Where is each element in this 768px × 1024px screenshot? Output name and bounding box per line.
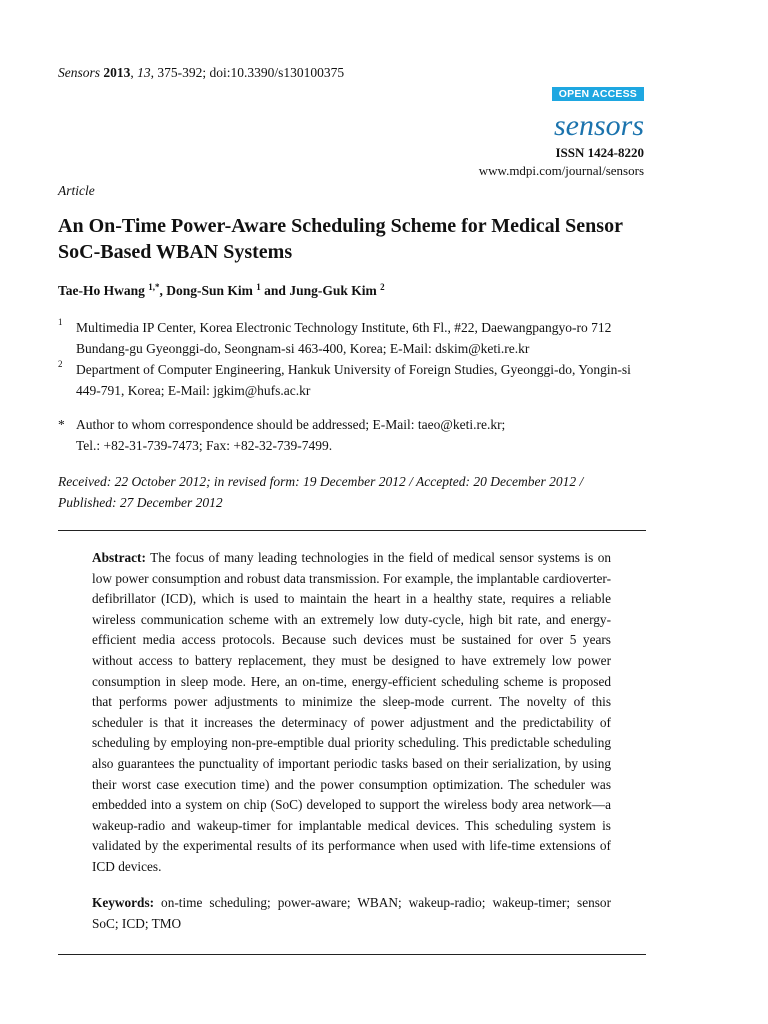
author-name: Tae-Ho Hwang xyxy=(58,283,149,298)
divider xyxy=(58,954,646,955)
open-access-badge: OPEN ACCESS xyxy=(552,87,644,101)
correspondence-line: Tel.: +82-31-739-7473; Fax: +82-32-739-7499. xyxy=(76,438,333,453)
keywords xyxy=(92,893,611,934)
divider xyxy=(58,530,646,531)
correspondence-line: Author to whom correspondence should be addressed; E-Mail: taeo@keti.re.kr; xyxy=(76,417,506,432)
keywords-text: on-time scheduling; power-aware; WBAN; wakeup-radio; wakeup-timer; sensor SoC; ICD; TMO xyxy=(92,895,611,931)
author-superscript: 1 xyxy=(256,282,261,292)
paper-title: An On-Time Power-Aware Scheduling Scheme for Medical Sensor SoC-Based WBAN Systems xyxy=(58,215,623,263)
citation-rest: , 375-392; doi:10.3390/s130100375 xyxy=(150,65,345,80)
citation-journal: Sensors xyxy=(58,65,101,80)
correspondence-note xyxy=(58,414,658,456)
journal-url[interactable]: www.mdpi.com/journal/sensors xyxy=(478,163,644,178)
publication-dates: Received: 22 October 2012; in revised form: 19 December 2012 / Accepted: 20 December 2012 / Published: 27 December 2012 xyxy=(58,474,584,510)
affiliation-text: Multimedia IP Center, Korea Electronic Technology Institute, 6th Fl., #22, Daewangpangyo-ro 712 Bundang-gu Gyeonggi-do, Seongnam-si 463-400, Korea; E-Mail: dskim@keti.re.kr xyxy=(76,320,612,356)
abstract-text: The focus of many leading technologies in the field of medical sensor systems is on low power consumption and robust data transmission. For example, the implantable cardioverter-defibrillator (ICD), which is used to maintain the heart in a healthy state, requires a reliable wireless communication scheme with an extremely low duty-cycle, high bit rate, and energy-efficient media access protocols. Because such devices must be sustained for over 5 years without access to battery replacement, they must be designed to have extremely low power consumption in sleep mode. Here, an on-time, energy-efficient scheduling scheme is proposed that performs power adjustments to minimize the sleep-mode current. The novelty of this scheduler is that it increases the determinacy of power adjustment and the predictability of scheduling by employing non-pre-emptible dual priority scheduling. This predictable scheduling also guarantees the punctuality of important periodic tasks based on their serialization, by using their worst case execution time) and the power consumption optimization. The scheduler was embedded into a system on chip (SoC) developed to support the wireless body area network—a wakeup-radio and wakeup-timer for implantable medical devices. This scheduling system is validated by the experimental results of its performance when used with life-time extensions of ICD devices. xyxy=(92,550,611,874)
affiliation-text: Department of Computer Engineering, Hankuk University of Foreign Studies, Gyeonggi-do, Yongin-si 449-791, Korea; E-Mail: jgkim@hufs.ac.kr xyxy=(76,362,631,398)
affiliation-1 xyxy=(58,317,658,359)
citation-line: Sensors 2013, 13, 375-392; doi:10.3390/s130100375 xyxy=(58,65,345,80)
affiliation-number: 1 xyxy=(58,317,63,327)
author-name: and Jung-Guk Kim xyxy=(260,283,381,298)
author-list xyxy=(58,283,385,299)
keywords-label: Keywords: xyxy=(92,895,155,910)
issn: ISSN 1424-8220 xyxy=(555,145,644,160)
affiliation-number: 2 xyxy=(58,359,63,369)
correspondence-mark: * xyxy=(58,417,65,432)
citation-year: 2013 xyxy=(103,65,131,80)
abstract-label: Abstract: xyxy=(92,550,146,565)
citation-volume: 13 xyxy=(137,65,151,80)
author-superscript: 1,* xyxy=(148,282,160,292)
affiliation-2 xyxy=(58,359,658,401)
journal-logo: sensors xyxy=(553,109,644,142)
article-type: Article xyxy=(58,183,95,198)
author-name: , Dong-Sun Kim xyxy=(159,283,257,298)
author-superscript: 2 xyxy=(380,282,385,292)
abstract xyxy=(92,548,611,878)
